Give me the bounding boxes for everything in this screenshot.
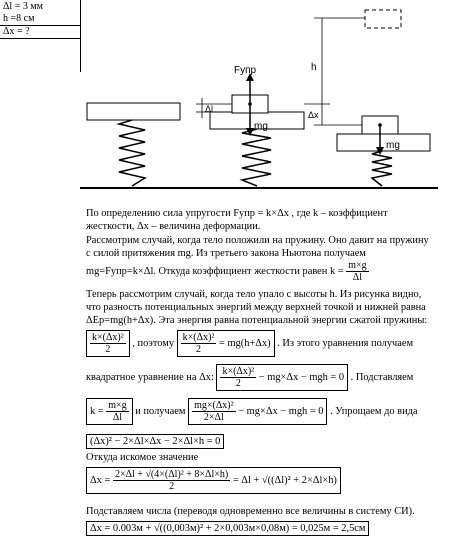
k-frac-den: Δl	[352, 272, 363, 283]
equation-5-row	[86, 434, 224, 449]
right-plate	[337, 134, 430, 151]
equation-2-row	[86, 364, 413, 391]
e1b-rhs: = mg(h+Δx)	[219, 337, 271, 349]
text-line-2: жесткости, Δx – величина деформации.	[86, 221, 261, 232]
e1-mid: , поэтому	[132, 337, 175, 349]
text-line-5	[86, 260, 369, 283]
text-line-12: Подставляем числа (переводя одновременно все величины в систему СИ).	[86, 506, 415, 517]
e1-tail: . Из этого уравнения получаем	[277, 337, 414, 349]
text-line-7: что разность потенциальных энергий между верхней точкой и нижней равна	[86, 302, 426, 313]
h-label: h	[311, 62, 317, 73]
middle-spring	[242, 129, 271, 186]
e2-den: 2	[235, 378, 241, 389]
e1b-num: k×(Δx)²	[182, 332, 215, 343]
e1-num: k×(Δx)²	[92, 332, 124, 343]
dx-label: Δx	[308, 110, 319, 120]
text-line-10-a: и получаем	[135, 405, 186, 417]
e3-num: m×g	[108, 400, 127, 411]
k-frac-num: m×g	[348, 260, 367, 271]
equation-4-box	[188, 398, 327, 425]
e3-lhs: k =	[90, 405, 104, 417]
text-line-8: ΔEp=mg(h+Δx). Эта энергия равна потенциальной энергии сжатой пружины:	[86, 315, 428, 326]
right-center-dot	[378, 123, 382, 127]
e6-lhs: Δx =	[90, 474, 111, 486]
given-h: h =8 см	[3, 13, 35, 24]
e1-den: 2	[105, 344, 111, 355]
equation-7-box: Δx = 0.003м + √((0,003м)² + 2×0,003м×0,08м) = 0,025м = 2,5см	[86, 521, 369, 536]
equation-1b-box	[177, 330, 275, 357]
e6-num: 2×Δl + √(4×(Δl)² + 8×Δl×h)	[114, 469, 229, 480]
equation-2-box	[216, 364, 348, 391]
equation-3-box	[86, 398, 133, 425]
given-dx: Δx = ?	[3, 26, 30, 37]
right-spring	[372, 151, 392, 186]
e1b-den: 2	[196, 344, 202, 355]
equation-1-row	[86, 330, 413, 357]
equation-1-box	[86, 330, 130, 357]
f-label: Fупр	[234, 65, 257, 76]
center-dot	[248, 102, 252, 106]
equation-6-box	[86, 467, 341, 494]
text-line-11: Откуда искомое значение	[86, 452, 199, 463]
text-line-9-a: квадратное уравнение на Δx:	[86, 371, 214, 383]
left-spring	[119, 120, 145, 186]
equation-7-row	[86, 521, 369, 536]
dl-label: Δl	[205, 104, 214, 114]
text-line-9-b: . Подставляем	[350, 371, 414, 383]
k-fraction	[346, 260, 368, 283]
e6-rhs: = Δl + √((Δl)² + 2×Δl×h)	[232, 474, 337, 486]
mg-label: mg	[254, 121, 268, 132]
equation-3-row	[86, 398, 418, 425]
text-line-10-b: . Упрощаем до вида	[330, 405, 418, 417]
e4-num: mg×(Δx)²	[194, 400, 234, 411]
text-line-1: По определению сила упругости Fупр = k×Δx , где k – коэффициент	[86, 208, 388, 219]
e2-num: k×(Δx)²	[222, 366, 255, 377]
text-line-3: Рассмотрим случай, когда тело положили на пружину. Оно давит на пружину	[86, 235, 429, 246]
equation-5-box: (Δx)² − 2×Δl×Δx − 2×Δl×h = 0	[86, 434, 224, 449]
equation-6-row	[86, 467, 341, 494]
left-plate	[87, 103, 180, 120]
e3-den: Δl	[112, 412, 123, 423]
e6-den: 2	[169, 481, 175, 492]
e4-den: 2×Δl	[203, 412, 224, 423]
text-line-5-a: mg=Fупр=k×Δl. Откуда коэффициент жесткости равен k =	[86, 265, 344, 277]
spring-figure	[0, 0, 474, 200]
text-line-4: с силой притяжения mg. Из третьего закона Ньютона получаем	[86, 248, 366, 259]
mg2-label: mg	[386, 140, 400, 151]
dashed-body	[365, 10, 401, 28]
e4-rhs: − mg×Δx − mgh = 0	[238, 405, 324, 417]
e2-rhs: − mg×Δx − mgh = 0	[258, 371, 345, 383]
text-line-6: Теперь рассмотрим случай, когда тело упало с высоты h. Из рисунка видно,	[86, 289, 422, 300]
given-dl: Δl = 3 мм	[3, 1, 44, 12]
